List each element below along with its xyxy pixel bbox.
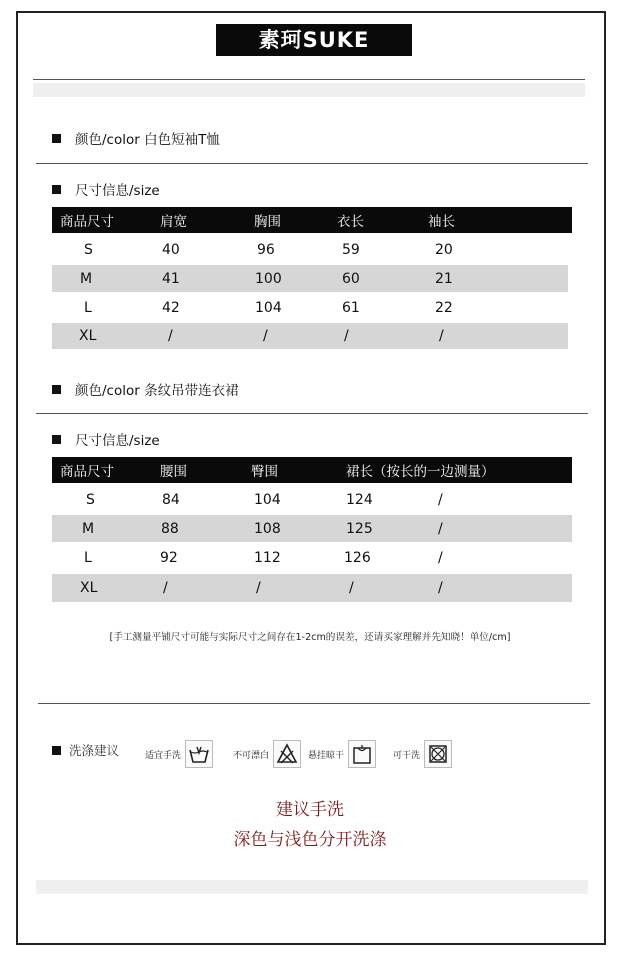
brand-logo: 素珂SUKE xyxy=(216,24,412,56)
wash-item-hang-dry xyxy=(308,740,376,768)
table-cell: / xyxy=(438,491,443,508)
table-cell: / xyxy=(344,328,349,344)
header-cell: 肩宽 xyxy=(160,214,187,230)
section2-size-title xyxy=(52,429,160,449)
table-cell: 42 xyxy=(162,299,180,316)
divider xyxy=(36,413,588,414)
table-cell: / xyxy=(438,580,443,596)
wash-item-hand-wash xyxy=(145,740,213,768)
wash-label: 不可漂白 xyxy=(233,750,270,761)
table-cell: S xyxy=(86,491,95,508)
table-row xyxy=(52,542,572,574)
divider xyxy=(33,79,585,80)
bullet-square-icon xyxy=(52,134,61,143)
dry-clean-icon xyxy=(424,740,452,768)
table-row xyxy=(52,574,572,602)
table-cell: / xyxy=(168,328,173,344)
table-cell: / xyxy=(438,520,443,537)
bullet-square-icon xyxy=(52,185,61,194)
wash-label: 可干洗 xyxy=(393,750,421,761)
table-row xyxy=(52,323,568,349)
advice-line-2: 深色与浅色分开洗涤 xyxy=(233,830,387,850)
advice-line-1: 建议手洗 xyxy=(276,800,344,820)
table-cell: S xyxy=(84,241,93,258)
hang-dry-icon xyxy=(348,740,376,768)
bullet-square-icon xyxy=(52,435,61,444)
bullet-square-icon xyxy=(52,746,61,755)
table-row xyxy=(52,265,568,292)
section1-size-text: 尺寸信息/size xyxy=(75,183,160,199)
section2-size-text: 尺寸信息/size xyxy=(75,433,160,449)
header-cell: 臀围 xyxy=(251,464,278,480)
table-cell: 59 xyxy=(342,241,360,258)
header-cell: 袖长 xyxy=(428,214,455,230)
divider xyxy=(36,163,588,164)
table-cell: 41 xyxy=(162,270,180,287)
table-cell: / xyxy=(263,328,268,344)
header-cell: 商品尺寸 xyxy=(60,214,114,230)
section1-size-title xyxy=(52,179,160,199)
wash-label: 适宜手洗 xyxy=(145,750,182,761)
table-cell: 125 xyxy=(346,520,373,537)
section1-color-title xyxy=(52,128,220,148)
size-table-tshirt xyxy=(52,207,572,349)
table-cell: 20 xyxy=(435,241,453,258)
table-cell: 61 xyxy=(342,299,360,316)
table-row xyxy=(52,234,572,265)
wash-title-text: 洗涤建议 xyxy=(69,743,120,758)
header-cell: 衣长 xyxy=(337,214,364,230)
table-cell: 84 xyxy=(162,491,180,508)
table-header xyxy=(52,457,572,483)
table-row xyxy=(52,515,572,542)
header-cell: 腰围 xyxy=(160,464,187,480)
table-header xyxy=(52,207,572,233)
table-cell: XL xyxy=(80,580,98,596)
table-cell: M xyxy=(80,270,93,287)
table-cell: 124 xyxy=(346,491,373,508)
measurement-note: [手工测量平铺尺寸可能与实际尺寸之间存在1-2cm的误差，还请买家理解并先知晓！单位/cm] xyxy=(109,632,511,643)
table-cell: 88 xyxy=(161,520,179,537)
table-cell: 104 xyxy=(254,491,281,508)
table-cell: XL xyxy=(79,328,97,344)
header-band xyxy=(33,83,585,97)
no-bleach-icon xyxy=(273,740,301,768)
table-cell: L xyxy=(84,299,92,316)
table-cell: 100 xyxy=(255,270,282,287)
divider xyxy=(38,703,590,704)
table-cell: 40 xyxy=(162,241,180,258)
table-cell: / xyxy=(349,580,354,596)
table-cell: / xyxy=(438,550,443,566)
table-row xyxy=(52,484,572,515)
header-cell: 裙长（按长的一边测量） xyxy=(346,464,495,480)
table-cell: 60 xyxy=(342,270,360,287)
table-cell: / xyxy=(439,328,444,344)
table-cell: 108 xyxy=(254,520,281,537)
table-cell: 112 xyxy=(254,550,281,566)
table-cell: 126 xyxy=(344,550,371,566)
table-row xyxy=(52,292,572,323)
wash-item-dry-clean xyxy=(393,740,452,768)
table-cell: L xyxy=(84,550,92,566)
table-cell: 21 xyxy=(435,270,453,287)
bullet-square-icon xyxy=(52,385,61,394)
table-cell: 22 xyxy=(435,299,453,316)
table-cell: 96 xyxy=(257,241,275,258)
section2-color-title xyxy=(52,379,239,399)
wash-title xyxy=(52,741,119,759)
footer-band xyxy=(36,880,588,894)
header-cell: 商品尺寸 xyxy=(60,464,114,480)
table-cell: / xyxy=(163,580,168,596)
table-cell: / xyxy=(256,580,261,596)
table-cell: 92 xyxy=(160,550,178,566)
section2-color-text: 颜色/color 条纹吊带连衣裙 xyxy=(75,383,239,399)
section1-color-text: 颜色/color 白色短袖T恤 xyxy=(75,132,220,148)
header-cell: 胸围 xyxy=(254,214,281,230)
table-cell: 104 xyxy=(255,299,282,316)
wash-label: 悬挂晾干 xyxy=(308,750,345,761)
size-table-dress xyxy=(52,457,572,602)
hand-wash-icon xyxy=(185,740,213,768)
table-cell: M xyxy=(82,520,95,537)
wash-item-no-bleach xyxy=(233,740,301,768)
